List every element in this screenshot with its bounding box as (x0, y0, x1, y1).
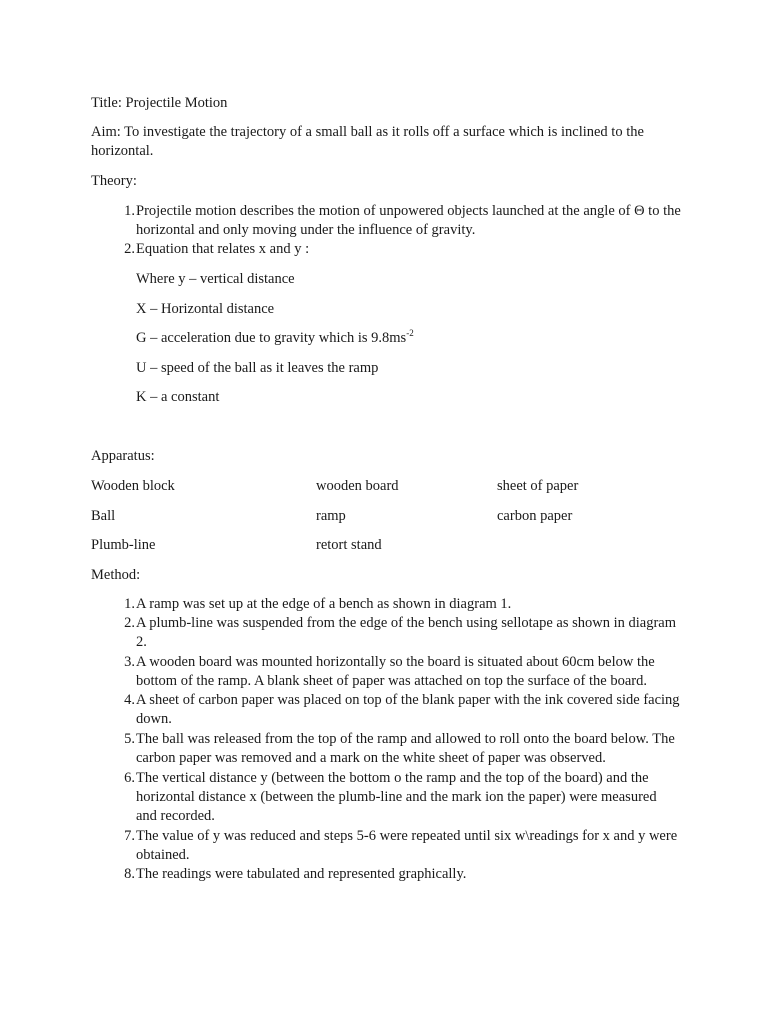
unit-exponent: -2 (406, 328, 414, 338)
method-step-text: The readings were tabulated and represented graphically. (136, 866, 467, 882)
variable-x-definition: X – Horizontal distance (136, 301, 275, 317)
theory-item-text: Equation that relates x and y : (136, 241, 310, 257)
apparatus-heading: Apparatus: (91, 448, 155, 464)
method-step-number: 2. (124, 615, 135, 631)
theory-heading: Theory: (91, 173, 137, 189)
method-step-number: 7. (124, 828, 135, 844)
apparatus-cell: retort stand (316, 537, 382, 553)
aim-paragraph: Aim: To investigate the trajectory of a small ball as it rolls off a surface which is inclined to the horizontal. (91, 124, 644, 159)
apparatus-cell: Plumb-line (91, 537, 156, 553)
method-step-number: 8. (124, 866, 135, 882)
method-step-number: 1. (124, 596, 135, 612)
variable-g-text: G – acceleration due to gravity which is 9.8ms (136, 330, 407, 346)
apparatus-cell: sheet of paper (497, 478, 579, 494)
method-step-number: 6. (124, 770, 135, 786)
method-step-text: A plumb-line was suspended from the edge of the bench using sellotape as shown in diagram 2. (136, 615, 677, 650)
variable-u-definition: U – speed of the ball as it leaves the ramp (136, 360, 379, 376)
method-step-text: The value of y was reduced and steps 5-6 were repeated until six w\readings for x and y were obtained. (136, 828, 678, 863)
theory-item-text: Projectile motion describes the motion of unpowered objects launched at the angle of Θ to the horizontal and only moving under the influence of gravity. (136, 203, 681, 238)
method-step-number: 4. (124, 692, 135, 708)
document-title: Title: Projectile Motion (91, 95, 228, 111)
apparatus-cell: Wooden block (91, 478, 175, 494)
method-step-text: The vertical distance y (between the bottom o the ramp and the top of the board) and the horizontal distance x (between the plumb-line and the mark ion the paper) were measured and recorded. (136, 770, 657, 824)
variable-k-definition: K – a constant (136, 389, 220, 405)
apparatus-cell: Ball (91, 508, 116, 524)
method-step-number: 5. (124, 731, 135, 747)
method-step-number: 3. (124, 654, 135, 670)
theory-item-number: 2. (124, 241, 135, 257)
apparatus-cell: carbon paper (497, 508, 573, 524)
variable-g-definition (136, 329, 414, 348)
variable-y-definition: Where y – vertical distance (136, 271, 295, 287)
method-heading: Method: (91, 567, 141, 583)
method-step-text: A ramp was set up at the edge of a bench as shown in diagram 1. (136, 596, 512, 612)
theory-item-number: 1. (124, 203, 135, 219)
apparatus-cell: wooden board (316, 478, 399, 494)
method-step-text: A wooden board was mounted horizontally so the board is situated about 60cm below the bottom of the ramp. A blank sheet of paper was attached on top the surface of the board. (136, 654, 655, 689)
method-step-text: The ball was released from the top of the ramp and allowed to roll onto the board below. The carbon paper was removed and a mark on the white sheet of paper was observed. (136, 731, 675, 766)
method-step-text: A sheet of carbon paper was placed on top of the blank paper with the ink covered side facing down. (136, 692, 680, 727)
apparatus-cell: ramp (316, 508, 346, 524)
